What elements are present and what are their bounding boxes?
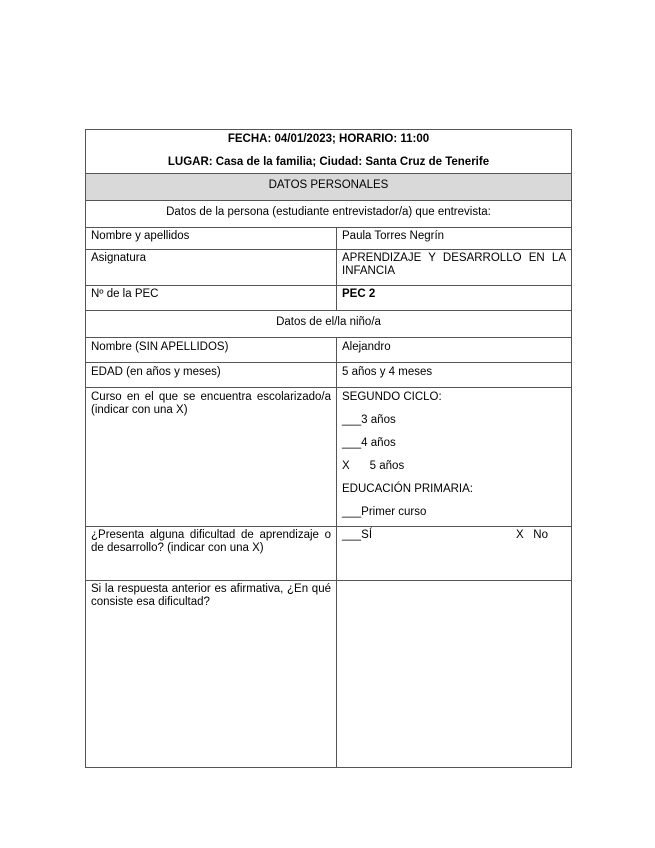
section-personal-title: DATOS PERSONALES <box>86 174 572 201</box>
option-3-anos: ___3 años <box>342 414 396 426</box>
section-nino-title: Datos de el/la niño/a <box>86 311 572 338</box>
asignatura-row <box>86 250 572 286</box>
consiste-label: Si la respuesta anterior es afirmativa, ¿En qué consiste esa dificultad? <box>86 581 337 768</box>
dificultad-row <box>86 527 572 581</box>
section-entrevistador-row <box>86 201 572 228</box>
option-5-anos <box>342 460 566 473</box>
pec-row <box>86 286 572 311</box>
option-primer-curso: ___Primer curso <box>342 506 427 518</box>
curso-row <box>86 388 572 527</box>
nombre-apellidos-row <box>86 228 572 250</box>
interview-form-table <box>85 129 572 768</box>
option-5-anos-label: 5 años <box>369 460 405 472</box>
section-personal-row <box>86 174 572 201</box>
header-row <box>86 130 572 174</box>
nombre-nino-value: Alejandro <box>337 338 572 363</box>
section-nino-row <box>86 311 572 338</box>
dificultad-options <box>337 527 572 581</box>
primaria-heading: EDUCACIÓN PRIMARIA: <box>342 483 473 495</box>
edad-label: EDAD (en años y meses) <box>86 363 337 388</box>
consiste-row <box>86 581 572 768</box>
nombre-apellidos-value: Paula Torres Negrín <box>337 228 572 250</box>
asignatura-value: APRENDIZAJE Y DESARROLLO EN LA INFANCIA <box>337 250 572 286</box>
segundo-ciclo-heading: SEGUNDO CICLO: <box>342 391 442 403</box>
fecha-line: FECHA: 04/01/2023; HORARIO: 11:00 <box>227 133 430 145</box>
nombre-nino-label: Nombre (SIN APELLIDOS) <box>86 338 337 363</box>
lugar-line: LUGAR: Casa de la familia; Ciudad: Santa Cruz de Tenerife <box>167 156 490 168</box>
curso-options <box>337 388 572 527</box>
pec-value: PEC 2 <box>337 286 572 311</box>
asignatura-label: Asignatura <box>86 250 337 286</box>
edad-value: 5 años y 4 meses <box>337 363 572 388</box>
option-si: ___SÍ <box>342 529 373 541</box>
option-no: X No <box>516 529 548 541</box>
pec-label: Nº de la PEC <box>86 286 337 311</box>
option-4-anos: ___4 años <box>342 437 396 449</box>
edad-row <box>86 363 572 388</box>
curso-label: Curso en el que se encuentra escolarizado/a (indicar con una X) <box>86 388 337 527</box>
option-5-anos-mark: X <box>342 460 350 472</box>
nombre-nino-row <box>86 338 572 363</box>
section-entrevistador-title: Datos de la persona (estudiante entrevistador/a) que entrevista: <box>86 201 572 228</box>
dificultad-label: ¿Presenta alguna dificultad de aprendizaje o de desarrollo? (indicar con una X) <box>86 527 337 581</box>
consiste-value <box>337 581 572 768</box>
nombre-apellidos-label: Nombre y apellidos <box>86 228 337 250</box>
